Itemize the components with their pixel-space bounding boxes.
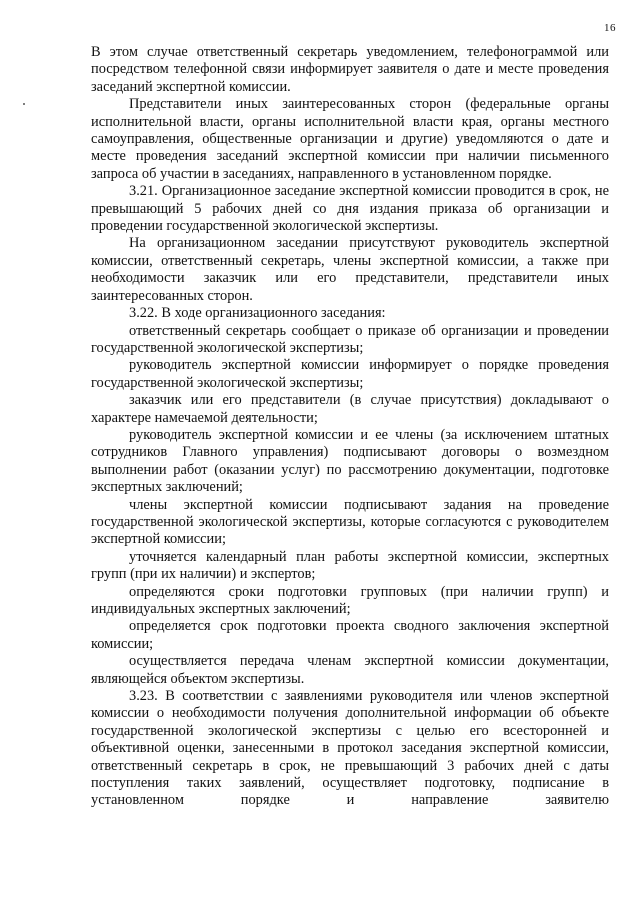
paragraph-3-22: 3.22. В ходе организационного заседания: xyxy=(129,305,386,322)
list-item-schedule: уточняется календарный план работы экспертной комиссии, экспертных групп (при их наличии) и экспертов; xyxy=(91,548,609,583)
list-item-tasks: члены экспертной комиссии подписывают задания на проведение государственной экологической экспертизы, которые согласуются с руководителем экспертной комиссии; xyxy=(91,496,609,548)
list-item-secretary: ответственный секретарь сообщает о приказе об организации и проведении государственной экологической экспертизы; xyxy=(91,322,609,356)
scan-speck xyxy=(23,103,25,105)
list-item-contracts: руководитель экспертной комиссии и ее члены (за исключением штатных сотрудников Главного управления) подписывают договоры о возмездном выполнении работ (оказании услуг) по рассмотрению документации, подготовке экспертных заключений; xyxy=(91,426,609,496)
document-body xyxy=(91,44,609,810)
paragraph-attendees: На организационном заседании присутствуют руководитель экспертной комиссии, ответственный секретарь, члены экспертной комиссии, а также при необходимости заказчик или его представители, представители иных заинтересованных сторон. xyxy=(91,235,609,304)
list-item-head-informs: руководитель экспертной комиссии информирует о порядке проведения государственной экологической экспертизы; xyxy=(91,357,609,391)
list-item-transfer: осуществляется передача членам экспертной комиссии документации, являющейся объектом экспертизы. xyxy=(91,653,609,687)
page-number: 16 xyxy=(604,22,616,34)
list-item-deadlines: определяются сроки подготовки групповых (при наличии групп) и индивидуальных экспертных заключений; xyxy=(91,583,609,617)
paragraph-3-21: 3.21. Организационное заседание экспертной комиссии проводится в срок, не превышающий 5 рабочих дней со дня издания приказа об организации и проведении государственной экологической экспертизы. xyxy=(91,183,609,235)
paragraph-3-23: 3.23. В соответствии с заявлениями руководителя или членов экспертной комиссии о необходимости получения дополнительной информации об объекте государственной экологической экспертизы с целью его всесторонней и объективной оценки, занесенными в протокол заседания экспертной комиссии, ответственный секретарь в срок, не превышающий 3 рабочих дней с даты поступления таких заявлений, осуществляет подготовку, подписание в установленном порядке и направление заявителю xyxy=(91,688,609,809)
list-item-summary-deadline: определяется срок подготовки проекта сводного заключения экспертной комиссии; xyxy=(91,618,609,652)
paragraph-notification: В этом случае ответственный секретарь уведомлением, телефонограммой или посредством телефонной связи информирует заявителя о дате и месте проведения заседаний экспертной комиссии. xyxy=(91,44,609,95)
paragraph-stakeholders: Представители иных заинтересованных сторон (федеральные органы исполнительной власти, органы исполнительной власти края, органы местного самоуправления, общественные организации и другие) уведомляются о дате и месте проведения заседаний экспертной комиссии при наличии письменного запроса об участии в заседаниях, направленного в установленном порядке. xyxy=(91,96,609,182)
list-item-customer: заказчик или его представители (в случае присутствия) докладывают о характере намечаемой деятельности; xyxy=(91,392,609,426)
